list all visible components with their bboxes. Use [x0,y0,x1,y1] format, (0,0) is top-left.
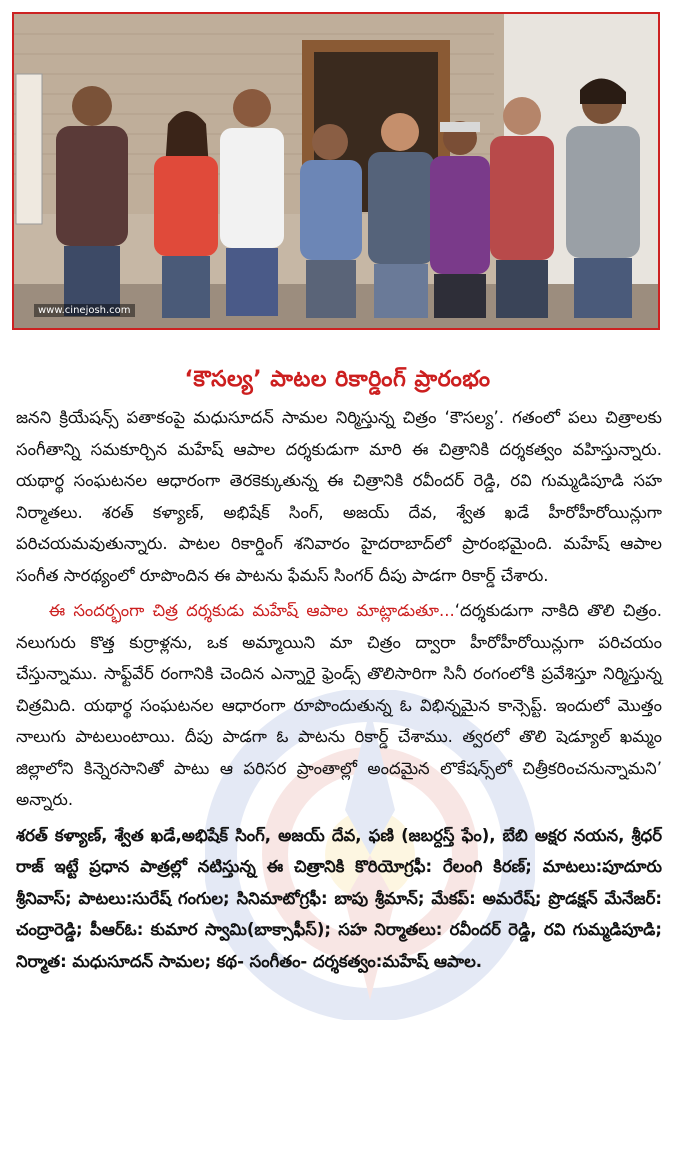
paragraph-credits: శరత్‌ కళ్యాణ్‌, శ్వేత ఖడే,అభిషేక్‌ సింగ్‌, అజయ్‌ దేవ, ఫణి (జబర్దస్త్‌ ఫేం), బేబి అక్షర నయన, శ్రీధర్‌ రాజ్‌ ఇట్టే ప్రధాన పాత్రల్లో నటిస్తున్న ఈ చిత్రానికి కొరియోగ్రఫీ: రేలంగి కిరణ్‌; మాటలు:పూదూరు శ్రీనివాస్‌; పాటలు:సురేష్‌ గంగుల; సినిమాటోగ్రఫీ: బాపు శ్రీమాన్‌; మేకప్‌: అమరేష్‌; ప్రొడక్షన్‌ మేనేజర్‌: చంద్రారెడ్డి; పీఆర్‌ఓ: కుమార స్వామి(బాక్సాఫీస్‌); సహ నిర్మాతలు: రవీందర్‌ రెడ్డి, రవి గుమ్మడిపూడి; నిర్మాత: మధుసూదన్‌ సామల; కథ- సంగీతం- దర్శకత్వం:మహేష్‌ ఆపాల. [16,825,662,971]
paragraph-lead: ఈ సందర్భంగా చిత్ర దర్శకుడు మహేష్‌ ఆపాల మాట్లాడుతూ... [48,601,455,620]
group-photo [12,12,660,330]
director-quote: ‘దర్శకుడుగా నాకిది తొలి చిత్రం. నలుగురు కొత్త కుర్రాళ్లను, ఒక అమ్మాయిని మా చిత్రం ద్వారా హీరోహీరోయిన్లుగా పరిచయం చేస్తున్నాము. సాఫ్ట్‌వేర్‌ రంగానికి చెందిన ఎన్నారై ఫ్రెండ్స్‌ తొలిసారిగా సినీ రంగంలోకి ప్రవేశిస్తూ నిర్మిస్తున్న చిత్రమిది. యథార్థ సంఘటనల ఆధారంగా రూపొందుతున్న ఓ విభిన్నమైన కాన్సెప్ట్‌. ఇందులో మొత్తం నాలుగు పాటలుంటాయి. దీపు పాడగా ఓ పాటను రికార్డ్‌ చేశాము. త్వరలో తొలి షెడ్యూల్‌ ఖమ్మం జిల్లాలోని కిన్నెరసానితో పాటు ఆ పరిసర ప్రాంతాల్లో అందమైన లొకేషన్స్‌లో చిత్రీకరించనున్నామని’ అన్నారు. [16,601,662,809]
photo-credit: www.cinejosh.com [34,304,135,317]
article-body [16,402,662,981]
paragraph-director-quote [16,595,662,816]
article-headline: ‘కౌసల్య’ పాటల రికార్డింగ్‌ ప్రారంభం [184,366,491,392]
paragraph-intro: జనని క్రియేషన్స్‌ పతాకంపై మధుసూదన్‌ సామల నిర్మిస్తున్న చిత్రం ‘కౌసల్య’. గతంలో పలు చిత్రాలకు సంగీతాన్ని సమకూర్చిన మహేష్‌ ఆపాల దర్శకుడుగా మారి ఈ చిత్రానికి దర్శకత్వం వహిస్తున్నారు. యథార్థ సంఘటనల ఆధారంగా తెరకెక్కుతున్న ఈ చిత్రానికి రవీందర్‌ రెడ్డి, రవి గుమ్మడిపూడి సహ నిర్మాతలు. శరత్‌ కళ్యాణ్‌, అభిషేక్‌ సింగ్‌, అజయ్‌ దేవ, శ్వేత ఖడే హీరోహీరోయిన్లుగా పరిచయమవుతున్నారు. పాటల రికార్డింగ్‌ శనివారం హైదరాబాద్‌లో ప్రారంభమైంది. మహేష్‌ ఆపాల సంగీత సారథ్యంలో రూపొందిన ఈ పాటను ఫేమస్‌ సింగర్‌ దీపు పాడగా రికార్డ్‌ చేశారు. [16,408,662,585]
